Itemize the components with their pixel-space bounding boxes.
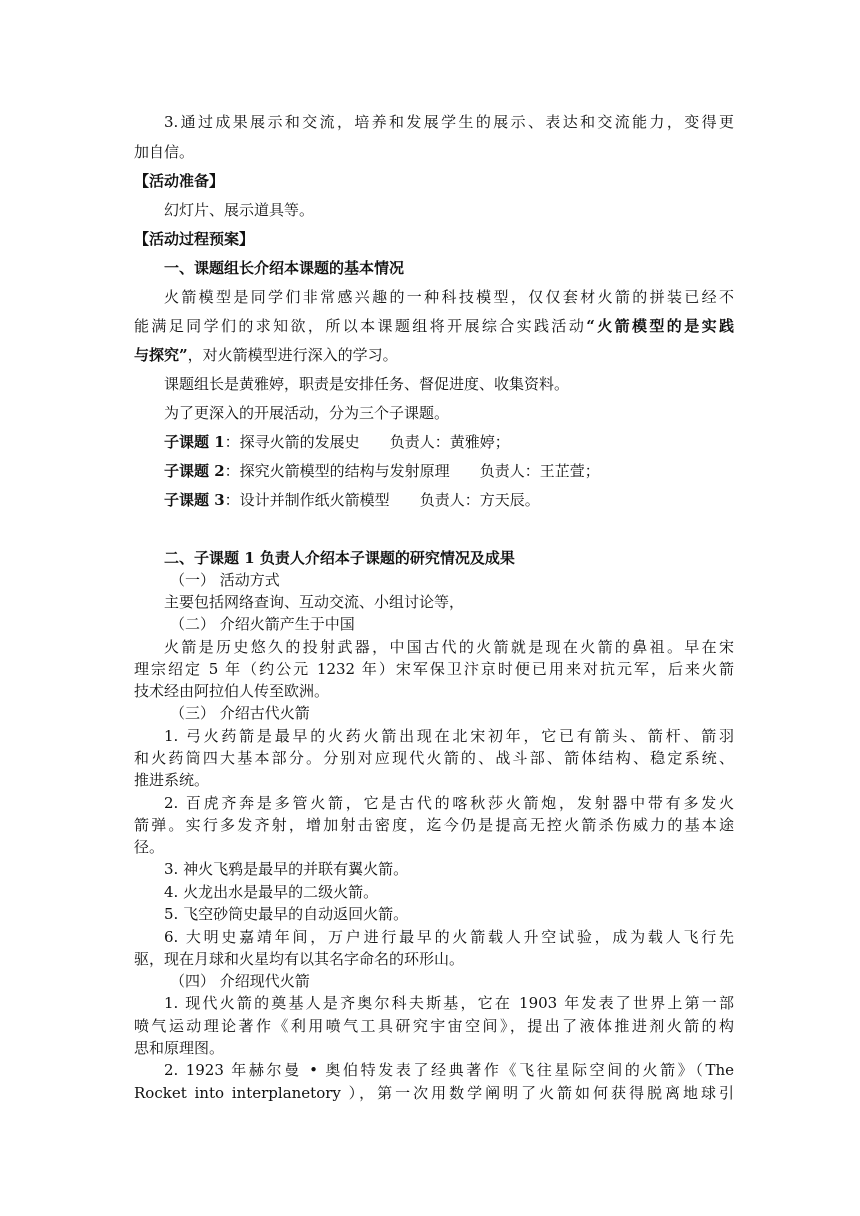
section-1-p3: 为了更深入的开展活动，分为三个子课题。 bbox=[164, 404, 450, 422]
goal-3-line-1: 3.通过成果展示和交流，培养和发展学生的展示、表达和交流能力，变得更 bbox=[164, 113, 734, 131]
process-heading: 【活动过程预案】 bbox=[134, 230, 255, 248]
activity-name-bold: “火箭模型的是实践 bbox=[586, 317, 734, 335]
s3-item-2-line-2: 箭弹。实行多发齐射，增加射击密度，迄今仍是提高无控火箭杀伤威力的基本途 bbox=[134, 816, 734, 834]
s1-text: 主要包括网络查询、互动交流、小组讨论等， bbox=[164, 593, 465, 611]
section-1-p2: 课题组长是黄雅婷，职责是安排任务、督促进度、收集资料。 bbox=[164, 375, 570, 393]
s4-item-1-line-1: 1. 现代火箭的奠基人是齐奥尔科夫斯基，它在 1903 年发表了世界上第一部 bbox=[164, 994, 734, 1012]
s2-line-2: 理宗绍定 5 年（约公元 1232 年）宋军保卫汴京时便已用来对抗元军，后来火箭 bbox=[134, 660, 734, 678]
s3-item-6-line-1: 6. 大明史嘉靖年间，万户进行最早的火箭载人升空试验，成为载人飞行先 bbox=[164, 928, 734, 946]
s2-title: （二） 介绍火箭产生于中国 bbox=[170, 615, 355, 633]
s4-title: （四） 介绍现代火箭 bbox=[170, 972, 310, 990]
s3-item-3: 3. 神火飞鸦是最早的并联有翼火箭。 bbox=[164, 860, 409, 878]
s3-item-6-line-2: 驱，现在月球和火星均有以其名字命名的环形山。 bbox=[134, 950, 465, 968]
activity-name-bold-end: 与探究” bbox=[134, 346, 188, 364]
s3-item-1-line-2: 和火药筒四大基本部分。分别对应现代火箭的、战斗部、箭体结构、稳定系统、 bbox=[134, 749, 734, 767]
prep-heading: 【活动准备】 bbox=[134, 172, 225, 190]
s1-title: （一） 活动方式 bbox=[170, 571, 280, 589]
s3-item-4: 4. 火龙出水是最早的二级火箭。 bbox=[164, 883, 379, 901]
s3-title: （三） 介绍古代火箭 bbox=[170, 704, 310, 722]
section-2-title: 二、子课题 1 负责人介绍本子课题的研究情况及成果 bbox=[164, 549, 515, 567]
s4-item-1-line-3: 思和原理图。 bbox=[134, 1039, 225, 1057]
section-1-p1-line-3: 与探究”，对火箭模型进行深入的学习。 bbox=[134, 346, 398, 364]
subtopic-1: 子课题 1：探寻火箭的发展史 负责人：黄雅婷； bbox=[164, 433, 510, 451]
section-1-p1-line-1: 火箭模型是同学们非常感兴趣的一种科技模型，仅仅套材火箭的拼装已经不 bbox=[164, 288, 734, 306]
subtopic-2: 子课题 2：探究火箭模型的结构与发射原理 负责人：王芷萱； bbox=[164, 462, 600, 480]
subtopic-3: 子课题 3：设计并制作纸火箭模型 负责人：方天辰。 bbox=[164, 491, 540, 509]
s3-item-2-line-1: 2. 百虎齐奔是多管火箭，它是古代的喀秋莎火箭炮，发射器中带有多发火 bbox=[164, 794, 734, 812]
s3-item-1-line-1: 1. 弓火药箭是最早的火药火箭出现在北宋初年，它已有箭头、箭杆、箭羽 bbox=[164, 727, 734, 745]
s4-item-2-line-1: 2. 1923 年赫尔曼 • 奥伯特发表了经典著作《飞往星际空间的火箭》（The bbox=[164, 1061, 734, 1079]
goal-3-line-2: 加自信。 bbox=[134, 143, 195, 161]
s4-item-2-line-2: Rocket into interplanetory ），第一次用数学阐明了火箭如何获得脱离地球引 bbox=[134, 1084, 734, 1102]
section-1-p1-line-2: 能满足同学们的求知欲，所以本课题组将开展综合实践活动“火箭模型的是实践 bbox=[134, 317, 734, 335]
s3-item-2-line-3: 径。 bbox=[134, 838, 165, 856]
s3-item-5: 5. 飞空砂筒史最早的自动返回火箭。 bbox=[164, 905, 409, 923]
section-1-title: 一、课题组长介绍本课题的基本情况 bbox=[164, 259, 405, 277]
s2-line-1: 火箭是历史悠久的投射武器，中国古代的火箭就是现在火箭的鼻祖。早在宋 bbox=[164, 638, 734, 656]
s3-item-1-line-3: 推进系统。 bbox=[134, 771, 210, 789]
s2-line-3: 技术经由阿拉伯人传至欧洲。 bbox=[134, 682, 330, 700]
prep-text: 幻灯片、展示道具等。 bbox=[164, 201, 315, 219]
s4-item-1-line-2: 喷气运动理论著作《利用喷气工具研究宇宙空间》，提出了液体推进剂火箭的构 bbox=[134, 1017, 734, 1035]
